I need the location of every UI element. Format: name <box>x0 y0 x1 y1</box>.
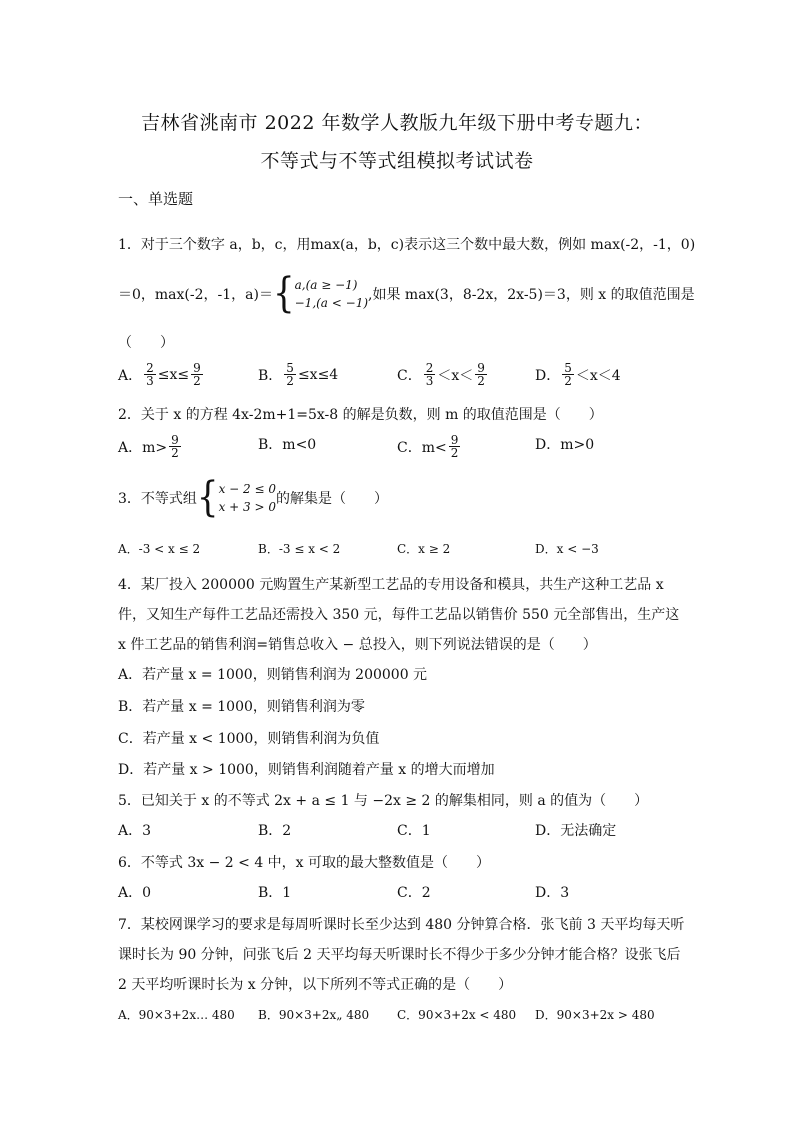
q4-option-d[interactable]: D．若产量 x > 1000，则销售利润随着产量 x 的增大而增加 <box>118 762 495 778</box>
q1-line1: 1．对于三个数字 a，b，c，用max(a，b，c)表示这三个数中最大数，例如 max(-2，-1，0) <box>118 237 696 253</box>
option-text: ≤x≤ <box>157 366 190 383</box>
q1-option-a[interactable] <box>118 362 205 387</box>
option-text: ＜x＜4 <box>575 367 621 384</box>
q2-option-b[interactable]: B．m<0 <box>258 437 317 453</box>
q1-line2-suffix: ,如果 max(3，8-2x，2x-5)＝3，则 x 的取值范围是 <box>368 287 695 303</box>
q3-suffix: 的解集是（ ） <box>275 491 388 507</box>
system-row1: x − 2 ≤ 0 <box>218 482 276 496</box>
q7-option-a[interactable]: A．90×3+2x… 480 <box>118 1008 235 1022</box>
q2-option-c[interactable] <box>397 434 462 459</box>
q4-line1: 4．某厂投入 200000 元购置生产某新型工艺品的专用设备和模具，共生产这种工艺品 x <box>118 577 664 593</box>
q3-option-b[interactable]: B．-3 ≤ x < 2 <box>258 542 341 556</box>
piecewise-brace: { <box>272 270 295 318</box>
q7-option-c[interactable]: C．90×3+2x < 480 <box>397 1008 517 1022</box>
fraction: $\frac{2}{3}$ <box>146 361 154 388</box>
exam-title-line2: 不等式与不等式组模拟考试试卷 <box>260 150 534 172</box>
q1-option-c[interactable] <box>397 362 489 387</box>
q7-line2: 课时长为 90 分钟，问张飞后 2 天平均每天听课时长不得少于多少分钟才能合格？设张飞后 <box>118 947 681 963</box>
q1-line2-prefix: ＝0，max(-2，-1，a)＝ <box>118 287 273 303</box>
q3-options <box>118 540 678 570</box>
q5-stem: 5．已知关于 x 的不等式 2x + a ≤ 1 与 −2x ≥ 2 的解集相同，则 a 的值为（ ） <box>118 793 649 809</box>
q5-option-a[interactable]: A．3 <box>118 823 152 839</box>
q1-options <box>118 362 678 392</box>
option-label: C．m< <box>397 439 447 456</box>
q1-option-d[interactable] <box>535 362 621 387</box>
q5-options <box>118 820 678 850</box>
q7-option-d[interactable]: D．90×3+2x > 480 <box>535 1008 655 1022</box>
q7-line1: 7．某校网课学习的要求是每周听课时长至少达到 480 分钟算合格．张飞前 3 天平均每天听 <box>118 917 685 933</box>
section-heading: 一、单选题 <box>118 190 194 208</box>
q7-option-b[interactable]: B．90×3+2x„ 480 <box>258 1008 370 1022</box>
fraction: $\frac{9}{2}$ <box>171 433 179 460</box>
option-label: D． <box>535 367 561 384</box>
option-label: A．m> <box>118 439 168 456</box>
q5-option-c[interactable]: C．1 <box>397 823 431 839</box>
q2-option-a[interactable] <box>118 434 183 459</box>
system-row2: x + 3 > 0 <box>218 500 276 514</box>
q4-line3: x 件工艺品的销售利润=销售总收入 − 总投入，则下列说法错误的是（ ） <box>118 637 597 653</box>
q4-option-a[interactable]: A．若产量 x = 1000，则销售利润为 200000 元 <box>118 667 428 683</box>
q5-option-d[interactable]: D．无法确定 <box>535 823 617 839</box>
q6-option-c[interactable]: C．2 <box>397 885 431 901</box>
q1-line2 <box>118 270 695 318</box>
option-label: A． <box>118 367 143 384</box>
option-label: C． <box>397 367 422 384</box>
q2-options <box>118 434 678 464</box>
q4-option-b[interactable]: B．若产量 x = 1000，则销售利润为零 <box>118 699 365 715</box>
q3-option-a[interactable]: A．-3 < x ≤ 2 <box>118 542 201 556</box>
piecewise-cases <box>295 276 368 312</box>
option-text: ＜x＜ <box>437 367 474 384</box>
q6-option-a[interactable]: A．0 <box>118 885 152 901</box>
fraction: $\frac{9}{2}$ <box>193 361 201 388</box>
piecewise-case1: a,(a ≥ −1) <box>294 278 358 292</box>
fraction: $\frac{5}{2}$ <box>564 361 572 388</box>
q7-options <box>118 1006 678 1036</box>
q6-option-d[interactable]: D．3 <box>535 885 570 901</box>
inequality-system <box>219 480 276 516</box>
option-label: B． <box>258 367 283 384</box>
q5-option-b[interactable]: B．2 <box>258 823 292 839</box>
q1-line3: （ ） <box>118 335 174 351</box>
q3-prefix: 3．不等式组 <box>118 491 197 507</box>
exam-title-line1: 吉林省洮南市 2022 年数学人教版九年级下册中考专题九： <box>141 112 653 134</box>
fraction: $\frac{2}{3}$ <box>425 361 434 388</box>
q3-option-c[interactable]: C．x ≥ 2 <box>397 542 451 556</box>
q3-option-d[interactable]: D．x < −3 <box>535 542 599 556</box>
piecewise-case2: −1,(a < −1) <box>294 296 369 310</box>
option-text: ≤x≤4 <box>297 366 339 383</box>
q6-stem: 6．不等式 3x − 2 < 4 中，x 可取的最大整数值是（ ） <box>118 855 491 871</box>
fraction: $\frac{5}{2}$ <box>286 361 294 388</box>
fraction: $\frac{9}{2}$ <box>450 433 459 460</box>
q1-option-b[interactable] <box>258 362 338 387</box>
q2-stem: 2．关于 x 的方程 4x-2m+1=5x-8 的解是负数，则 m 的取值范围是（ ） <box>118 407 603 423</box>
q7-line3: 2 天平均听课时长为 x 分钟，以下所列不等式正确的是（ ） <box>118 977 513 993</box>
q4-line2: 件，又知生产每件工艺品还需投入 350 元，每件工艺品以销售价 550 元全部售出，生产这 <box>118 607 680 623</box>
q3-stem <box>118 474 388 522</box>
fraction: $\frac{9}{2}$ <box>477 361 485 388</box>
q2-option-d[interactable]: D．m>0 <box>535 437 595 453</box>
q4-option-c[interactable]: C．若产量 x < 1000，则销售利润为负值 <box>118 731 380 747</box>
q6-options <box>118 882 678 912</box>
q6-option-b[interactable]: B．1 <box>258 885 292 901</box>
system-brace: { <box>196 474 219 522</box>
